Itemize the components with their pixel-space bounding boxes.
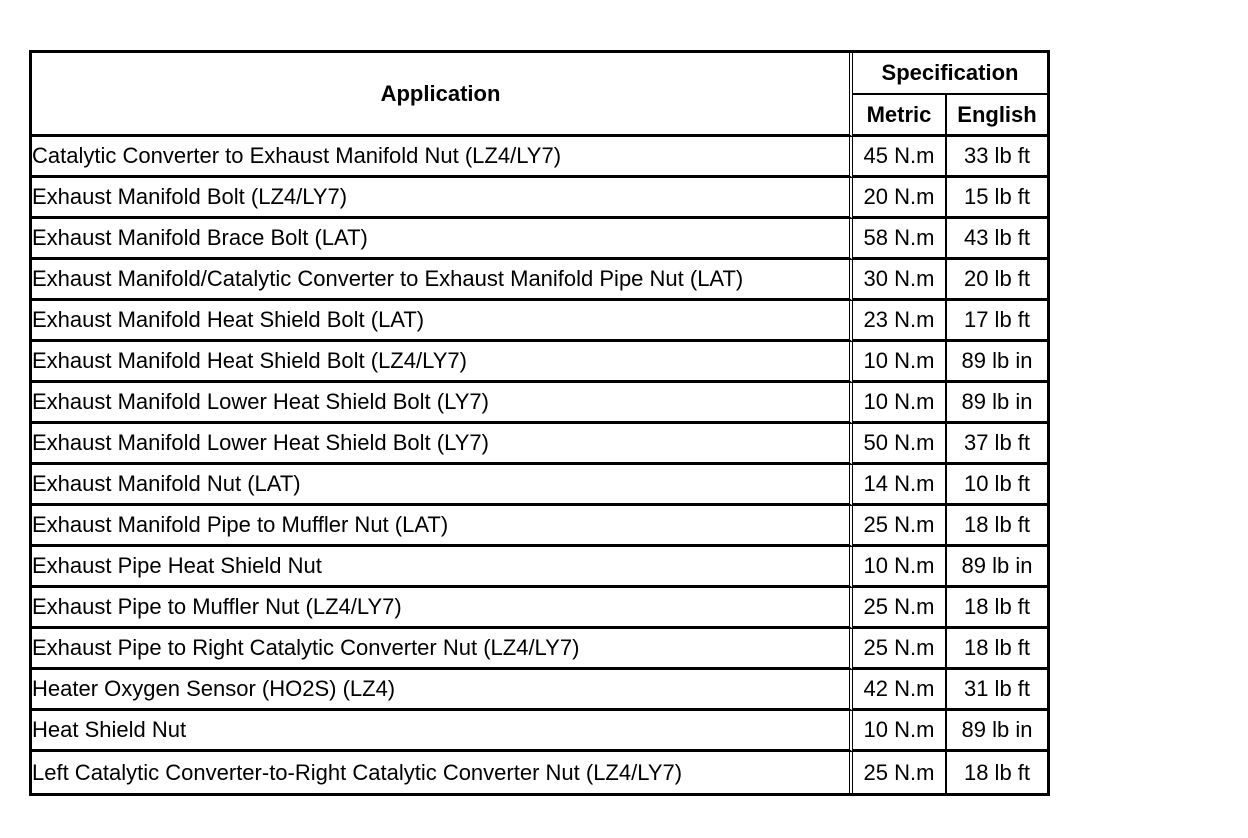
english-cell: 89 lb in bbox=[947, 342, 1047, 383]
table-row bbox=[32, 424, 1047, 465]
metric-cell: 58 N.m bbox=[853, 219, 947, 260]
table-row bbox=[32, 301, 1047, 342]
metric-cell: 14 N.m bbox=[853, 465, 947, 506]
english-cell: 89 lb in bbox=[947, 711, 1047, 752]
application-cell: Exhaust Manifold Bolt (LZ4/LY7) bbox=[32, 178, 853, 219]
english-cell: 31 lb ft bbox=[947, 670, 1047, 711]
metric-cell: 20 N.m bbox=[853, 178, 947, 219]
application-header: Application bbox=[32, 53, 853, 137]
table-row bbox=[32, 752, 1047, 793]
english-cell: 20 lb ft bbox=[947, 260, 1047, 301]
table-row bbox=[32, 137, 1047, 178]
metric-cell: 30 N.m bbox=[853, 260, 947, 301]
english-cell: 37 lb ft bbox=[947, 424, 1047, 465]
table-header bbox=[32, 53, 1047, 137]
application-cell: Left Catalytic Converter-to-Right Catalytic Converter Nut (LZ4/LY7) bbox=[32, 752, 853, 793]
english-cell: 89 lb in bbox=[947, 547, 1047, 588]
application-cell: Exhaust Manifold Nut (LAT) bbox=[32, 465, 853, 506]
application-cell: Exhaust Pipe to Muffler Nut (LZ4/LY7) bbox=[32, 588, 853, 629]
application-cell: Exhaust Manifold Heat Shield Bolt (LAT) bbox=[32, 301, 853, 342]
table-row bbox=[32, 260, 1047, 301]
table-row bbox=[32, 506, 1047, 547]
application-cell: Heater Oxygen Sensor (HO2S) (LZ4) bbox=[32, 670, 853, 711]
metric-cell: 25 N.m bbox=[853, 752, 947, 793]
table-row bbox=[32, 178, 1047, 219]
header-row-top bbox=[32, 53, 1047, 95]
english-header: English bbox=[947, 95, 1047, 137]
application-cell: Exhaust Manifold Heat Shield Bolt (LZ4/LY7) bbox=[32, 342, 853, 383]
table-body bbox=[32, 137, 1047, 793]
metric-cell: 10 N.m bbox=[853, 547, 947, 588]
application-cell: Catalytic Converter to Exhaust Manifold Nut (LZ4/LY7) bbox=[32, 137, 853, 178]
metric-cell: 50 N.m bbox=[853, 424, 947, 465]
table-row bbox=[32, 465, 1047, 506]
metric-cell: 25 N.m bbox=[853, 588, 947, 629]
english-cell: 17 lb ft bbox=[947, 301, 1047, 342]
table-row bbox=[32, 588, 1047, 629]
english-cell: 10 lb ft bbox=[947, 465, 1047, 506]
application-cell: Heat Shield Nut bbox=[32, 711, 853, 752]
application-cell: Exhaust Manifold Lower Heat Shield Bolt (LY7) bbox=[32, 424, 853, 465]
english-cell: 18 lb ft bbox=[963, 759, 1031, 785]
table-row bbox=[32, 383, 1047, 424]
application-cell: Exhaust Pipe Heat Shield Nut bbox=[32, 547, 853, 588]
application-cell: Exhaust Manifold Lower Heat Shield Bolt (LY7) bbox=[32, 383, 853, 424]
metric-cell: 10 N.m bbox=[853, 383, 947, 424]
english-cell: 18 lb ft bbox=[947, 588, 1047, 629]
table-row bbox=[32, 711, 1047, 752]
english-cell: 15 lb ft bbox=[947, 178, 1047, 219]
metric-cell: 10 N.m bbox=[853, 342, 947, 383]
table-row bbox=[32, 219, 1047, 260]
application-cell: Exhaust Pipe to Right Catalytic Converter Nut (LZ4/LY7) bbox=[32, 629, 853, 670]
english-cell: 18 lb ft bbox=[947, 629, 1047, 670]
english-cell: 43 lb ft bbox=[947, 219, 1047, 260]
metric-cell: 25 N.m bbox=[853, 629, 947, 670]
english-cell: 33 lb ft bbox=[947, 137, 1047, 178]
metric-cell: 23 N.m bbox=[853, 301, 947, 342]
fastener-spec-table bbox=[29, 50, 1050, 796]
table-row bbox=[32, 670, 1047, 711]
metric-header: Metric bbox=[853, 95, 947, 137]
english-cell: 89 lb in bbox=[947, 383, 1047, 424]
application-cell: Exhaust Manifold Pipe to Muffler Nut (LAT) bbox=[32, 506, 853, 547]
table-row bbox=[32, 342, 1047, 383]
english-cell: 18 lb ft bbox=[947, 506, 1047, 547]
table-row bbox=[32, 547, 1047, 588]
metric-cell: 42 N.m bbox=[853, 670, 947, 711]
metric-cell: 10 N.m bbox=[853, 711, 947, 752]
application-cell: Exhaust Manifold Brace Bolt (LAT) bbox=[32, 219, 853, 260]
application-cell: Exhaust Manifold/Catalytic Converter to Exhaust Manifold Pipe Nut (LAT) bbox=[32, 260, 853, 301]
specification-header: Specification bbox=[853, 53, 1047, 95]
metric-cell: 25 N.m bbox=[853, 506, 947, 547]
metric-cell: 45 N.m bbox=[853, 137, 947, 178]
table-row bbox=[32, 629, 1047, 670]
